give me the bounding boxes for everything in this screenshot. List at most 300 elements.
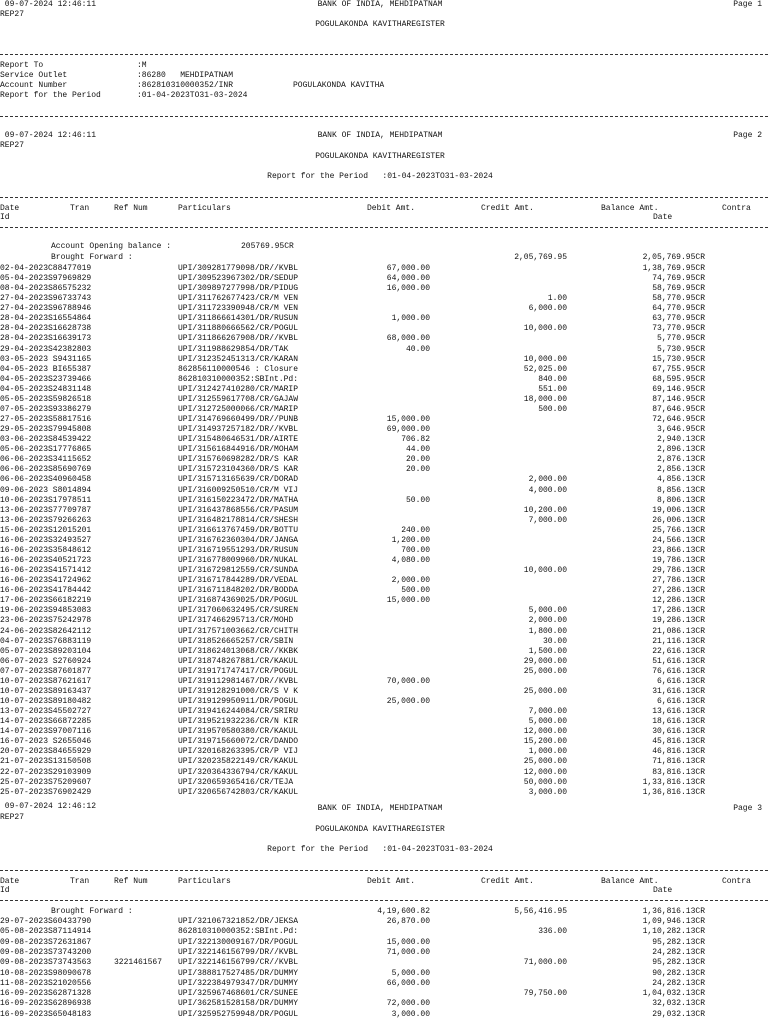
opening-balance-value: 205769.95CR [241,242,294,251]
row-particulars: UPI/362581528158/DR/DUMMY [178,999,299,1009]
col-id: Id [0,213,10,222]
row-particulars: UPI/316711848202/DR/BODDA [178,586,299,596]
row-credit: 7,000.00 [528,515,567,525]
row-date-id: 13-07-2023S45502727 [0,707,92,717]
row-date-id: 16-09-2023S65048183 [0,1009,92,1019]
row-date-id: 16-06-2023S41571412 [0,566,92,576]
row-balance: 72,646.95CR [652,415,705,425]
row-balance: 1,10,282.13CR [642,927,705,937]
row-debit: 25,000.00 [386,697,430,706]
row-balance: 31,616.13CR [652,686,705,696]
row-date-id: 13-06-2023S77709787 [0,505,92,515]
row-balance: 18,616.13CR [652,717,705,727]
row-balance: 6,616.13CR [656,676,705,686]
row-balance: 19,786.13CR [652,556,705,566]
row-balance: 23,866.13CR [652,545,705,555]
row-particulars: 862810310000352:SBInt.Pd: [178,927,299,937]
row-balance: 29,032.13CR [652,1009,705,1019]
row-balance: 71,816.13CR [652,757,705,767]
row-particulars: UPI/311988629854/DR/TAK [178,344,289,354]
row-balance: 5,770.95CR [656,334,705,344]
col-value-date: Date [653,886,673,895]
row-date-id: 10-06-2023S17978511 [0,495,92,505]
row-credit: 3,000.00 [528,787,567,797]
row-credit: 5,000.00 [528,606,567,616]
row-debit: 706.82 [401,435,430,445]
row-balance: 1,04,032.13CR [642,989,705,999]
row-date-id: 16-09-2023S62871328 [0,989,92,999]
row-particulars: UPI/312559617708/CR/GAJAW [178,394,299,404]
row-balance: 73,770.95CR [652,324,705,334]
row-balance: 29,786.13CR [652,566,705,576]
row-debit: 3,000.00 [391,1009,430,1019]
row-balance: 1,36,816.13CR [642,787,705,797]
row-debit: 72,000.00 [386,999,430,1009]
col-value-date: Date [653,213,673,222]
col-date: Date [0,204,20,213]
row-particulars: UPI/311762677423/CR/M VEN [178,294,299,304]
info-label: Report To [0,61,44,70]
row-balance: 76,616.13CR [652,666,705,676]
row-particulars: UPI/319129950911/DR/POGUL [178,697,299,706]
page1-page-label: Page 1 [733,0,762,9]
page1-bank-name: BANK OF INDIA, MEHDIPATNAM [317,0,443,9]
row-debit: 50.00 [405,495,430,505]
col-credit: Credit Amt. [481,204,534,213]
row-credit: 551.00 [538,384,567,394]
row-particulars: UPI/319521932236/CR/N KIR [178,717,299,727]
row-date-id: 05-04-2023S97969829 [0,274,92,284]
row-credit: 25,000.00 [523,686,567,696]
row-balance: 58,770.95CR [652,294,705,304]
brought-forward-credit: 2,05,769.95 [514,253,567,262]
row-particulars: UPI/316437868556/CR/PASUM [178,505,299,515]
row-date-id: 06-06-2023S40960458 [0,475,92,485]
row-date-id: 16-06-2023S40521723 [0,556,92,566]
row-date-id: 13-06-2023S79266263 [0,515,92,525]
brought-forward-label: Brought Forward : [51,253,133,262]
row-date-id: 21-07-2023S13150508 [0,757,92,767]
divider [0,900,768,901]
page2-page-label: Page 2 [733,131,762,140]
row-date-id: 29-07-2023S60433790 [0,917,92,926]
row-debit: 20.00 [405,455,430,465]
row-date-id: 07-07-2023S87601877 [0,666,92,676]
row-credit: 2,000.00 [528,475,567,485]
row-date-id: 27-05-2023S58817516 [0,415,92,425]
row-credit: 1,800.00 [528,626,567,636]
row-credit: 2,000.00 [528,616,567,626]
row-date-id: 05-08-2023S87114914 [0,927,92,937]
row-date-id: 07-05-2023S93386279 [0,404,92,414]
row-credit: 1.00 [547,294,567,304]
row-debit: 69,000.00 [386,425,430,435]
row-balance: 21,116.13CR [652,636,705,646]
row-date-id: 10-07-2023S89163437 [0,686,92,696]
row-particulars: UPI/315713165639/CR/DORAD [178,475,299,485]
page3-page-label: Page 3 [733,804,762,813]
row-particulars: UPI/316613767459/DR/BOTTU [178,525,299,535]
col-particulars: Particulars [178,204,231,213]
row-balance: 32,032.13CR [652,999,705,1009]
row-balance: 67,755.95CR [652,364,705,374]
row-date-id: 04-05-2023 BI655387 [0,364,92,374]
row-particulars: UPI/312352451313/CR/KARAN [178,354,299,364]
row-date-id: 05-06-2023S17776865 [0,445,92,455]
row-debit: 70,000.00 [386,676,430,686]
page2-report-code: REP27 [0,141,25,150]
page2-timestamp: 09-07-2024 12:46:11 [0,131,97,140]
row-date-id: 05-07-2023S89203104 [0,646,92,656]
row-particulars: UPI/325967468601/CR/SUNEE [178,989,299,999]
row-particulars: UPI/320235822149/CR/KAKUL [178,757,299,767]
row-date-id: 05-05-2023S59826518 [0,394,92,404]
col-particulars: Particulars [178,877,231,886]
row-credit: 71,000.00 [523,958,567,968]
col-debit: Debit Amt. [367,877,416,886]
row-particulars: UPI/319715660072/CR/DANDO [178,737,299,747]
row-particulars: UPI/322384979347/DR/DUMMY [178,978,299,988]
row-credit: 336.00 [538,927,567,937]
row-balance: 12,286.13CR [652,596,705,606]
brought-forward-debit: 4,19,600.82 [377,907,430,916]
col-contra: Contra [722,877,751,886]
row-ref-num: 3221461567 [114,958,163,968]
row-date-id: 03-05-2023 S9431165 [0,354,92,364]
row-date-id: 29-04-2023S42382803 [0,344,92,354]
row-date-id: 16-06-2023S32493527 [0,535,92,545]
row-date-id: 25-07-2023S75209607 [0,777,92,787]
row-balance: 4,856.13CR [656,475,705,485]
divider [0,227,768,228]
row-balance: 63,770.95CR [652,314,705,324]
info-value: :M [137,61,147,70]
row-particulars: UPI/311866267908/DR//KVBL [178,334,299,344]
row-date-id: 22-07-2023S29103909 [0,767,92,777]
row-date-id: 25-07-2023S76902429 [0,787,92,797]
row-particulars: UPI/319570580380/CR/KAKUL [178,727,299,737]
row-date-id: 10-07-2023S89180482 [0,697,92,706]
divider [0,870,768,871]
row-particulars: UPI/319416244084/CR/SRIRU [178,707,299,717]
row-balance: 30,616.13CR [652,727,705,737]
row-credit: 29,000.00 [523,656,567,666]
row-debit: 44.00 [405,445,430,455]
row-date-id: 08-04-2023S86575232 [0,284,92,294]
row-particulars: UPI/322146156799/DR//KVBL [178,947,299,957]
row-balance: 74,769.95CR [652,274,705,284]
row-debit: 68,000.00 [386,334,430,344]
row-date-id: 09-08-2023S73743563 [0,958,92,968]
page3-report-code: REP27 [0,813,25,822]
page1-report-code: REP27 [0,10,25,19]
row-date-id: 14-07-2023S97007116 [0,727,92,737]
row-balance: 21,086.13CR [652,626,705,636]
row-particulars: UPI/320364336794/CR/KAKUL [178,767,299,777]
row-credit: 10,000.00 [523,354,567,364]
account-name: POGULAKONDA KAVITHA [293,81,385,90]
row-particulars: UPI/316482178814/CR/SHESH [178,515,299,525]
row-date-id: 16-06-2023S41784442 [0,586,92,596]
row-debit: 66,000.00 [386,978,430,988]
row-particulars: UPI/316719551293/DR/RUSUN [178,545,299,555]
row-date-id: 11-08-2023S21020556 [0,978,92,988]
row-particulars: 862856110000546 : Closure [178,364,299,374]
info-value: :86280 MEHDIPATNAM [137,71,234,80]
row-particulars: UPI/325952759948/DR/POGUL [178,1009,299,1019]
row-balance: 45,816.13CR [652,737,705,747]
row-particulars: UPI/317060632495/CR/SUREN [178,606,299,616]
row-particulars: UPI/318526665257/CR/SBIN [178,636,294,646]
row-balance: 87,146.95CR [652,394,705,404]
col-date: Date [0,877,20,886]
col-balance: Balance Amt. [601,204,659,213]
row-date-id: 06-06-2023S85690769 [0,465,92,475]
row-date-id: 17-06-2023S66182219 [0,596,92,606]
brought-forward-balance: 1,36,816.13CR [642,907,705,916]
col-contra: Contra [722,204,751,213]
row-date-id: 27-04-2023S96788946 [0,304,92,314]
info-label: Account Number [0,81,68,90]
page2-bank-name: BANK OF INDIA, MEHDIPATNAM [317,131,443,140]
row-date-id: 09-08-2023S72631867 [0,937,92,947]
row-balance: 2,940.13CR [656,435,705,445]
col-debit: Debit Amt. [367,204,416,213]
row-particulars: UPI/316778009960/DR/NUKAL [178,556,299,566]
row-credit: 500.00 [538,404,567,414]
row-particulars: UPI/315723104360/DR/S KAR [178,465,299,475]
row-particulars: UPI/322146156799/CR//KVBL [178,958,299,968]
row-date-id: 16-06-2023S41724962 [0,576,92,586]
row-balance: 58,769.95CR [652,284,705,294]
row-balance: 25,766.13CR [652,525,705,535]
row-credit: 6,000.00 [528,304,567,314]
row-particulars: UPI/321067321852/DR/JEKSA [178,917,299,926]
row-particulars: UPI/316729812559/CR/SUNDA [178,566,299,576]
row-date-id: 14-07-2023S66872285 [0,717,92,727]
divider [0,54,768,55]
row-debit: 500.00 [401,586,430,596]
row-balance: 15,730.95CR [652,354,705,364]
row-date-id: 02-04-2023C88477019 [0,264,92,273]
row-debit: 2,000.00 [391,576,430,586]
row-balance: 83,816.13CR [652,767,705,777]
row-credit: 1,000.00 [528,747,567,757]
row-date-id: 28-04-2023S16554864 [0,314,92,324]
row-date-id: 16-06-2023S35848612 [0,545,92,555]
row-credit: 18,000.00 [523,394,567,404]
row-credit: 840.00 [538,374,567,384]
row-particulars: UPI/309523967302/DR/SEDUP [178,274,299,284]
row-date-id: 28-04-2023S16639173 [0,334,92,344]
row-date-id: 06-06-2023S34115652 [0,455,92,465]
row-credit: 5,000.00 [528,717,567,727]
row-credit: 12,000.00 [523,727,567,737]
row-balance: 26,006.13CR [652,515,705,525]
row-date-id: 10-08-2023S98090678 [0,968,92,978]
row-particulars: UPI/309897277998/DR/PIDUG [178,284,299,294]
row-credit: 10,000.00 [523,566,567,576]
row-date-id: 04-07-2023S76883119 [0,636,92,646]
row-particulars: UPI/312427410280/CR/MARIP [178,384,299,394]
row-particulars: UPI/320168263395/CR/P VIJ [178,747,299,757]
page1-timestamp: 09-07-2024 12:46:11 [0,0,97,9]
info-label: Service Outlet [0,71,68,80]
row-particulars: UPI/316717844289/DR/VEDAL [178,576,299,586]
row-particulars: UPI/316009250510/CR/M VIJ [178,485,299,495]
page3-period-line: Report for the Period :01-04-2023TO31-03-2024 [267,845,493,854]
row-balance: 24,566.13CR [652,535,705,545]
page2-period-line: Report for the Period :01-04-2023TO31-03-2024 [267,172,493,181]
info-label: Report for the Period [0,91,101,100]
row-debit: 40.00 [405,344,430,354]
row-balance: 6,616.13CR [656,697,705,706]
row-balance: 1,33,816.13CR [642,777,705,787]
row-credit: 7,000.00 [528,707,567,717]
row-date-id: 04-05-2023S23739466 [0,374,92,384]
row-balance: 8,856.13CR [656,485,705,495]
row-balance: 64,770.95CR [652,304,705,314]
row-credit: 79,750.00 [523,989,567,999]
opening-balance-label: Account Opening balance : [51,242,172,251]
row-balance: 5,730.95CR [656,344,705,354]
row-debit: 20.00 [405,465,430,475]
row-balance: 2,876.13CR [656,455,705,465]
row-balance: 51,616.13CR [652,656,705,666]
row-date-id: 09-06-2023 S8014894 [0,485,92,495]
row-debit: 67,000.00 [386,264,430,273]
row-date-id: 27-04-2023S96733743 [0,294,92,304]
row-debit: 700.00 [401,545,430,555]
row-date-id: 24-06-2023S82642112 [0,626,92,636]
row-balance: 95,282.13CR [652,937,705,947]
row-date-id: 16-09-2023S62896938 [0,999,92,1009]
row-particulars: UPI/316762360304/DR/JANGA [178,535,299,545]
row-date-id: 10-07-2023S87621617 [0,676,92,686]
row-balance: 24,282.13CR [652,978,705,988]
row-debit: 15,000.00 [386,415,430,425]
row-particulars: UPI/320659365416/CR/TEJA [178,777,294,787]
row-particulars: UPI/312725000066/CR/MARIP [178,404,299,414]
row-balance: 68,595.95CR [652,374,705,384]
row-date-id: 28-04-2023S16628738 [0,324,92,334]
page1-register-title: POGULAKONDA KAVITHAREGISTER [315,20,445,29]
col-tran: Tran [70,204,90,213]
row-date-id: 19-06-2023S94853083 [0,606,92,616]
row-balance: 87,646.95CR [652,404,705,414]
divider [0,197,768,198]
row-credit: 10,000.00 [523,324,567,334]
row-date-id: 20-07-2023S84655929 [0,747,92,757]
row-particulars: UPI/311880666562/CR/POGUL [178,324,299,334]
row-particulars: UPI/311723390948/CR/M VEN [178,304,299,314]
page3-timestamp: 09-07-2024 12:46:12 [0,802,97,811]
row-date-id: 16-07-2023 S2655046 [0,737,92,747]
row-date-id: 04-05-2023S24831148 [0,384,92,394]
col-tran: Tran [70,877,90,886]
row-particulars: UPI/319112981467/DR//KVBL [178,676,299,686]
row-particulars: UPI/314937257182/DR//KVBL [178,425,299,435]
row-balance: 2,856.13CR [656,465,705,475]
row-particulars: UPI/319128291000/CR/S V K [178,686,299,696]
row-balance: 17,286.13CR [652,606,705,616]
row-particulars: UPI/314769660499/DR//PUNB [178,415,299,425]
row-particulars: UPI/311866614301/DR/RUSUN [178,314,299,324]
row-date-id: 15-06-2023S12015201 [0,525,92,535]
row-date-id: 03-06-2023S84539422 [0,435,92,445]
page2-register-title: POGULAKONDA KAVITHAREGISTER [315,152,445,161]
brought-forward-balance: 2,05,769.95CR [642,253,705,262]
row-particulars: UPI/315760698282/DR/S KAR [178,455,299,465]
row-particulars: UPI/309281779098/DR//KVBL [178,264,299,273]
brought-forward-label: Brought Forward : [51,907,133,916]
row-date-id: 23-06-2023S75242978 [0,616,92,626]
row-particulars: UPI/316150223472/DR/MATHA [178,495,299,505]
row-debit: 16,000.00 [386,284,430,294]
row-debit: 1,000.00 [391,314,430,324]
row-particulars: UPI/316874369025/DR/POGUL [178,596,299,606]
row-balance: 19,006.13CR [652,505,705,515]
row-debit: 15,000.00 [386,937,430,947]
row-date-id: 06-07-2023 S2760924 [0,656,92,666]
row-credit: 52,025.00 [523,364,567,374]
divider [0,116,768,117]
row-credit: 1,500.00 [528,646,567,656]
row-debit: 240.00 [401,525,430,535]
row-credit: 4,000.00 [528,485,567,495]
row-balance: 8,806.13CR [656,495,705,505]
row-particulars: UPI/388817527485/DR/DUMMY [178,968,299,978]
row-balance: 13,616.13CR [652,707,705,717]
row-credit: 10,200.00 [523,505,567,515]
row-balance: 27,286.13CR [652,586,705,596]
row-particulars: UPI/319171747417/CR/POGUL [178,666,299,676]
row-balance: 19,286.13CR [652,616,705,626]
row-particulars: 862810310000352:SBInt.Pd: [178,374,299,384]
row-debit: 5,000.00 [391,968,430,978]
col-credit: Credit Amt. [481,877,534,886]
col-balance: Balance Amt. [601,877,659,886]
row-balance: 1,38,769.95CR [642,264,705,273]
row-debit: 26,870.00 [386,917,430,926]
row-particulars: UPI/315616844916/DR/MOHAM [178,445,299,455]
col-id: Id [0,886,10,895]
row-debit: 1,200.00 [391,535,430,545]
row-particulars: UPI/317571003662/CR/CHITH [178,626,299,636]
row-debit: 64,000.00 [386,274,430,284]
row-credit: 30.00 [542,636,567,646]
row-balance: 3,646.95CR [656,425,705,435]
row-date-id: 29-05-2023S79945808 [0,425,92,435]
info-value: :862810310000352/INR [137,81,234,90]
brought-forward-credit: 5,56,416.95 [514,907,567,916]
row-balance: 27,786.13CR [652,576,705,586]
row-credit: 50,000.00 [523,777,567,787]
row-balance: 22,616.13CR [652,646,705,656]
row-credit: 25,000.00 [523,666,567,676]
row-debit: 4,080.00 [391,556,430,566]
row-credit: 12,000.00 [523,767,567,777]
row-credit: 25,000.00 [523,757,567,767]
row-credit: 15,200.00 [523,737,567,747]
info-value: :01-04-2023TO31-03-2024 [137,91,248,100]
row-balance: 1,09,946.13CR [642,917,705,926]
page3-register-title: POGULAKONDA KAVITHAREGISTER [315,825,445,834]
row-particulars: UPI/317466295713/CR/MOHD [178,616,294,626]
row-debit: 71,000.00 [386,947,430,957]
row-particulars: UPI/318748267881/CR/KAKUL [178,656,299,666]
row-debit: 15,000.00 [386,596,430,606]
